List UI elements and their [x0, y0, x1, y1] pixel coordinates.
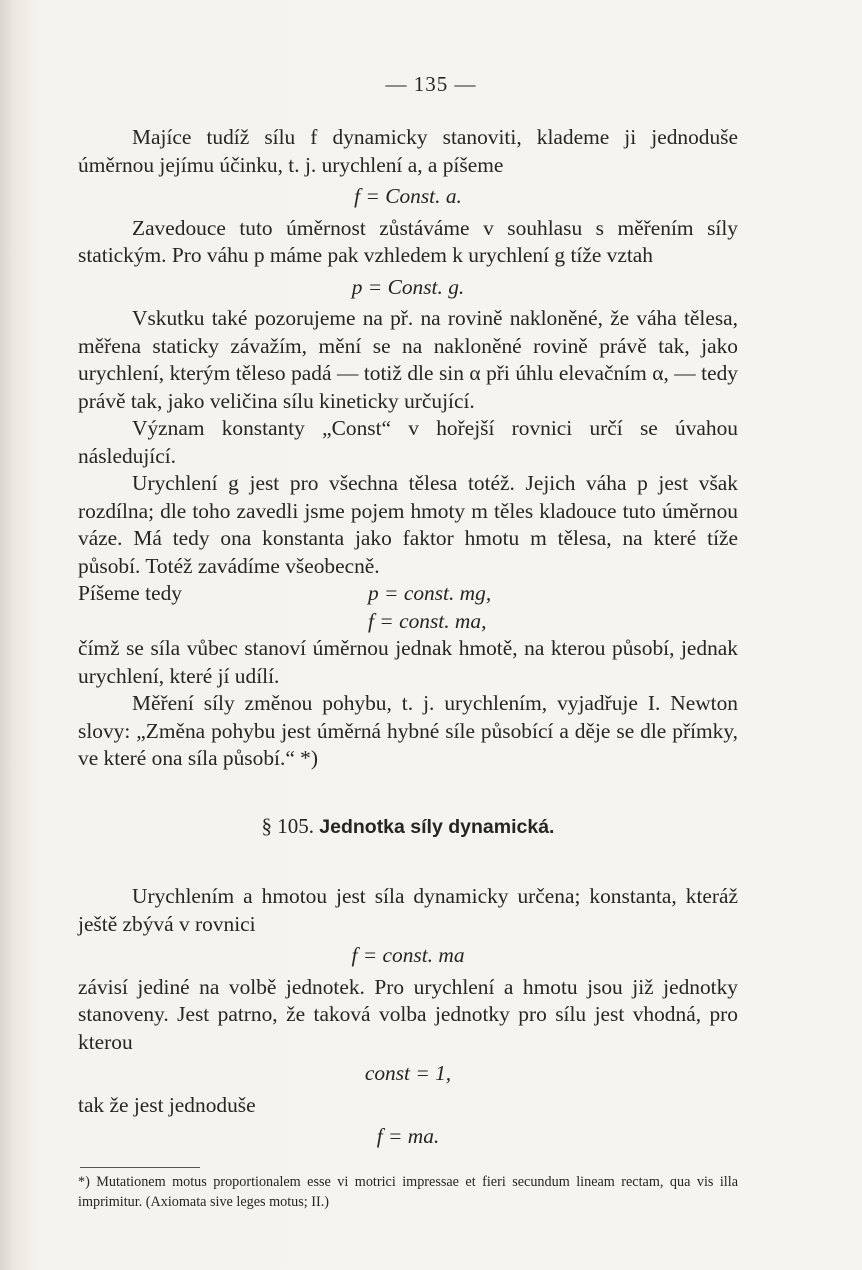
equation-row — [78, 580, 738, 608]
body-text — [78, 124, 738, 1155]
footnote-divider — [80, 1167, 200, 1168]
footnote: *) Mutationem motus proportionalem esse vi motrici impressae et fieri secundum lineam rectam, qua vis illa imprimitur. (Axiomata sive leges motus; II.) — [78, 1174, 738, 1210]
paragraph: Vskutku také pozorujeme na př. na rovině nakloněné, že váha tělesa, měřena staticky závažím, mění se na nakloněné rovině právě tak, jako urychlení, kterým těleso padá — totiž dle sin α při úhlu elevačním α, — tedy právě tak, jako veličina sílu kineticky určující. — [78, 306, 738, 413]
equation: p = const. mg, — [368, 581, 492, 605]
equation: const = 1, — [364, 1061, 452, 1085]
section-heading — [78, 813, 738, 842]
equation: f = Const. a. — [354, 184, 462, 208]
section-title: Jednotka síly dynamická. — [319, 815, 555, 838]
equation: p = Const. g. — [351, 274, 465, 299]
paragraph: Význam konstanty „Const“ v hořejší rovnici určí se úvahou následující. — [78, 416, 738, 468]
paragraph: Měření síly změnou pohybu, t. j. urychlením, vyjadřuje I. Newton slovy: „Změna pohybu jest úměrná hybné síle působící a děje se dle přímky, ve které ona síla působí.“ *) — [78, 691, 738, 770]
equation: f = ma. — [376, 1124, 440, 1148]
equation: f = const. ma — [351, 943, 465, 967]
equation-lead: Píšeme tedy — [78, 581, 182, 605]
paragraph: Urychlením a hmotou jest síla dynamicky určena; konstanta, kteráž ještě zbývá v rovnici — [78, 884, 738, 936]
section-number: § 105. — [261, 813, 315, 838]
equation: f = const. ma, — [368, 608, 487, 633]
equation-row — [78, 608, 738, 636]
page-number: — 135 — — [385, 72, 477, 96]
paragraph: tak že jest jednoduše — [78, 1092, 256, 1117]
paragraph: Majíce tudíž sílu f dynamicky stanoviti, klademe ji jednoduše úměrnou jejímu účinku, t. j. urychlení a, a píšeme — [78, 125, 738, 177]
paragraph: čímž se síla vůbec stanoví úměrnou jednak hmotě, na kterou působí, jednak urychlení, které jí udílí. — [78, 636, 738, 688]
paragraph: závisí jediné na volbě jednotek. Pro urychlení a hmotu jsou již jednotky stanoveny. Jest patrno, že taková volba jednotky pro sílu jest vhodná, pro kterou — [78, 974, 738, 1054]
paragraph: Urychlení g jest pro všechna tělesa totéž. Jejich váha p jest však rozdílna; dle toho zavedli jsme pojem hmoty m těles kladouce tuto úměrnou váze. Má tedy ona konstanta jako faktor hmotu m tělesa, na které tíže působí. Totéž zavádíme všeobecně. — [78, 471, 738, 578]
paragraph: Zavedouce tuto úměrnost zůstáváme v souhlasu s měřením síly statickým. Pro váhu p máme pak vzhledem k urychlení g tíže vztah — [78, 215, 738, 267]
